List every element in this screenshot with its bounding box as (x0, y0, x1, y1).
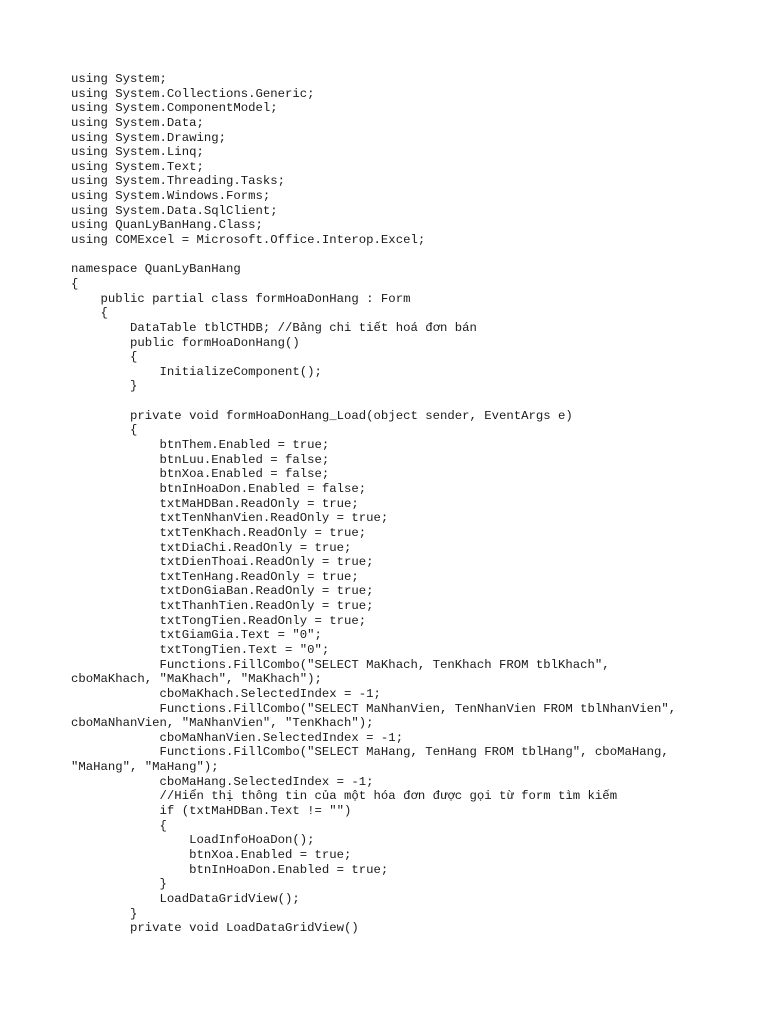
code-line: using QuanLyBanHang.Class; (71, 218, 263, 233)
code-line: txtTongTien.Text = "0"; (71, 642, 330, 657)
code-line: using System.Data.SqlClient; (71, 203, 278, 218)
code-line: txtDiaChi.ReadOnly = true; (71, 540, 352, 555)
code-line: using System.Data; (71, 115, 204, 130)
code-line: //Hiển thị thông tin của một hóa đơn được gọi từ form tìm kiếm (71, 789, 618, 804)
code-line: using System.Windows.Forms; (71, 189, 271, 204)
code-line: { (71, 306, 108, 321)
code-line: using COMExcel = Microsoft.Office.Interop.Excel; (71, 233, 426, 248)
code-line: txtTongTien.ReadOnly = true; (71, 613, 367, 628)
code-line: private void formHoaDonHang_Load(object sender, EventArgs e) (71, 408, 573, 423)
code-line: txtTenKhach.ReadOnly = true; (71, 525, 367, 540)
code-line: Functions.FillCombo("SELECT MaHang, TenHang FROM tblHang", cboMaHang, (71, 745, 669, 760)
code-line: LoadInfoHoaDon(); (71, 833, 315, 848)
code-line: { (71, 276, 79, 291)
code-line: InitializeComponent(); (71, 364, 322, 379)
code-line: cboMaNhanVien.SelectedIndex = -1; (71, 730, 404, 745)
code-line: txtMaHDBan.ReadOnly = true; (71, 496, 359, 511)
code-line: using System.Text; (71, 159, 204, 174)
code-line: } (71, 379, 138, 394)
code-line: btnInHoaDon.Enabled = false; (71, 481, 367, 496)
code-line: { (71, 350, 138, 365)
code-line: using System.Collections.Generic; (71, 86, 315, 101)
code-line: txtTenHang.ReadOnly = true; (71, 569, 359, 584)
code-line: using System.Drawing; (71, 130, 226, 145)
code-line: txtTenNhanVien.ReadOnly = true; (71, 511, 389, 526)
code-line: private void LoadDataGridView() (71, 921, 359, 936)
code-line: btnThem.Enabled = true; (71, 438, 330, 453)
code-line: btnXoa.Enabled = false; (71, 467, 330, 482)
code-line: using System.Linq; (71, 145, 204, 160)
code-line: txtDonGiaBan.ReadOnly = true; (71, 584, 374, 599)
code-line: public partial class formHoaDonHang : Form (71, 291, 411, 306)
code-line: using System.Threading.Tasks; (71, 174, 286, 189)
code-line: } (71, 906, 138, 921)
code-line: DataTable tblCTHDB; //Bảng chi tiết hoá đơn bán (71, 320, 477, 335)
code-line: cboMaKhach.SelectedIndex = -1; (71, 686, 381, 701)
code-line: btnXoa.Enabled = true; (71, 847, 352, 862)
code-line: btnInHoaDon.Enabled = true; (71, 862, 389, 877)
code-line: btnLuu.Enabled = false; (71, 452, 330, 467)
code-line: Functions.FillCombo("SELECT MaKhach, TenKhach FROM tblKhach", (71, 657, 610, 672)
code-line: txtThanhTien.ReadOnly = true; (71, 599, 374, 614)
code-line (71, 394, 751, 409)
code-line: cboMaKhach, "MaKhach", "MaKhach"); (71, 672, 322, 687)
code-line: public formHoaDonHang() (71, 335, 300, 350)
code-line: cboMaHang.SelectedIndex = -1; (71, 774, 374, 789)
code-line: "MaHang", "MaHang"); (71, 760, 219, 775)
code-line: cboMaNhanVien, "MaNhanVien", "TenKhach"); (71, 716, 374, 731)
code-line: LoadDataGridView(); (71, 891, 300, 906)
code-line: using System; (71, 72, 167, 86)
code-line: { (71, 818, 167, 833)
code-line (71, 248, 751, 263)
code-listing (71, 72, 751, 936)
code-line: txtDienThoai.ReadOnly = true; (71, 555, 374, 570)
code-line: txtGiamGia.Text = "0"; (71, 628, 322, 643)
code-line: using System.ComponentModel; (71, 101, 278, 116)
code-line: } (71, 877, 167, 892)
code-line: Functions.FillCombo("SELECT MaNhanVien, TenNhanVien FROM tblNhanVien", (71, 701, 677, 716)
code-line: namespace QuanLyBanHang (71, 262, 241, 277)
code-line: if (txtMaHDBan.Text != "") (71, 804, 352, 819)
code-line: { (71, 423, 138, 438)
